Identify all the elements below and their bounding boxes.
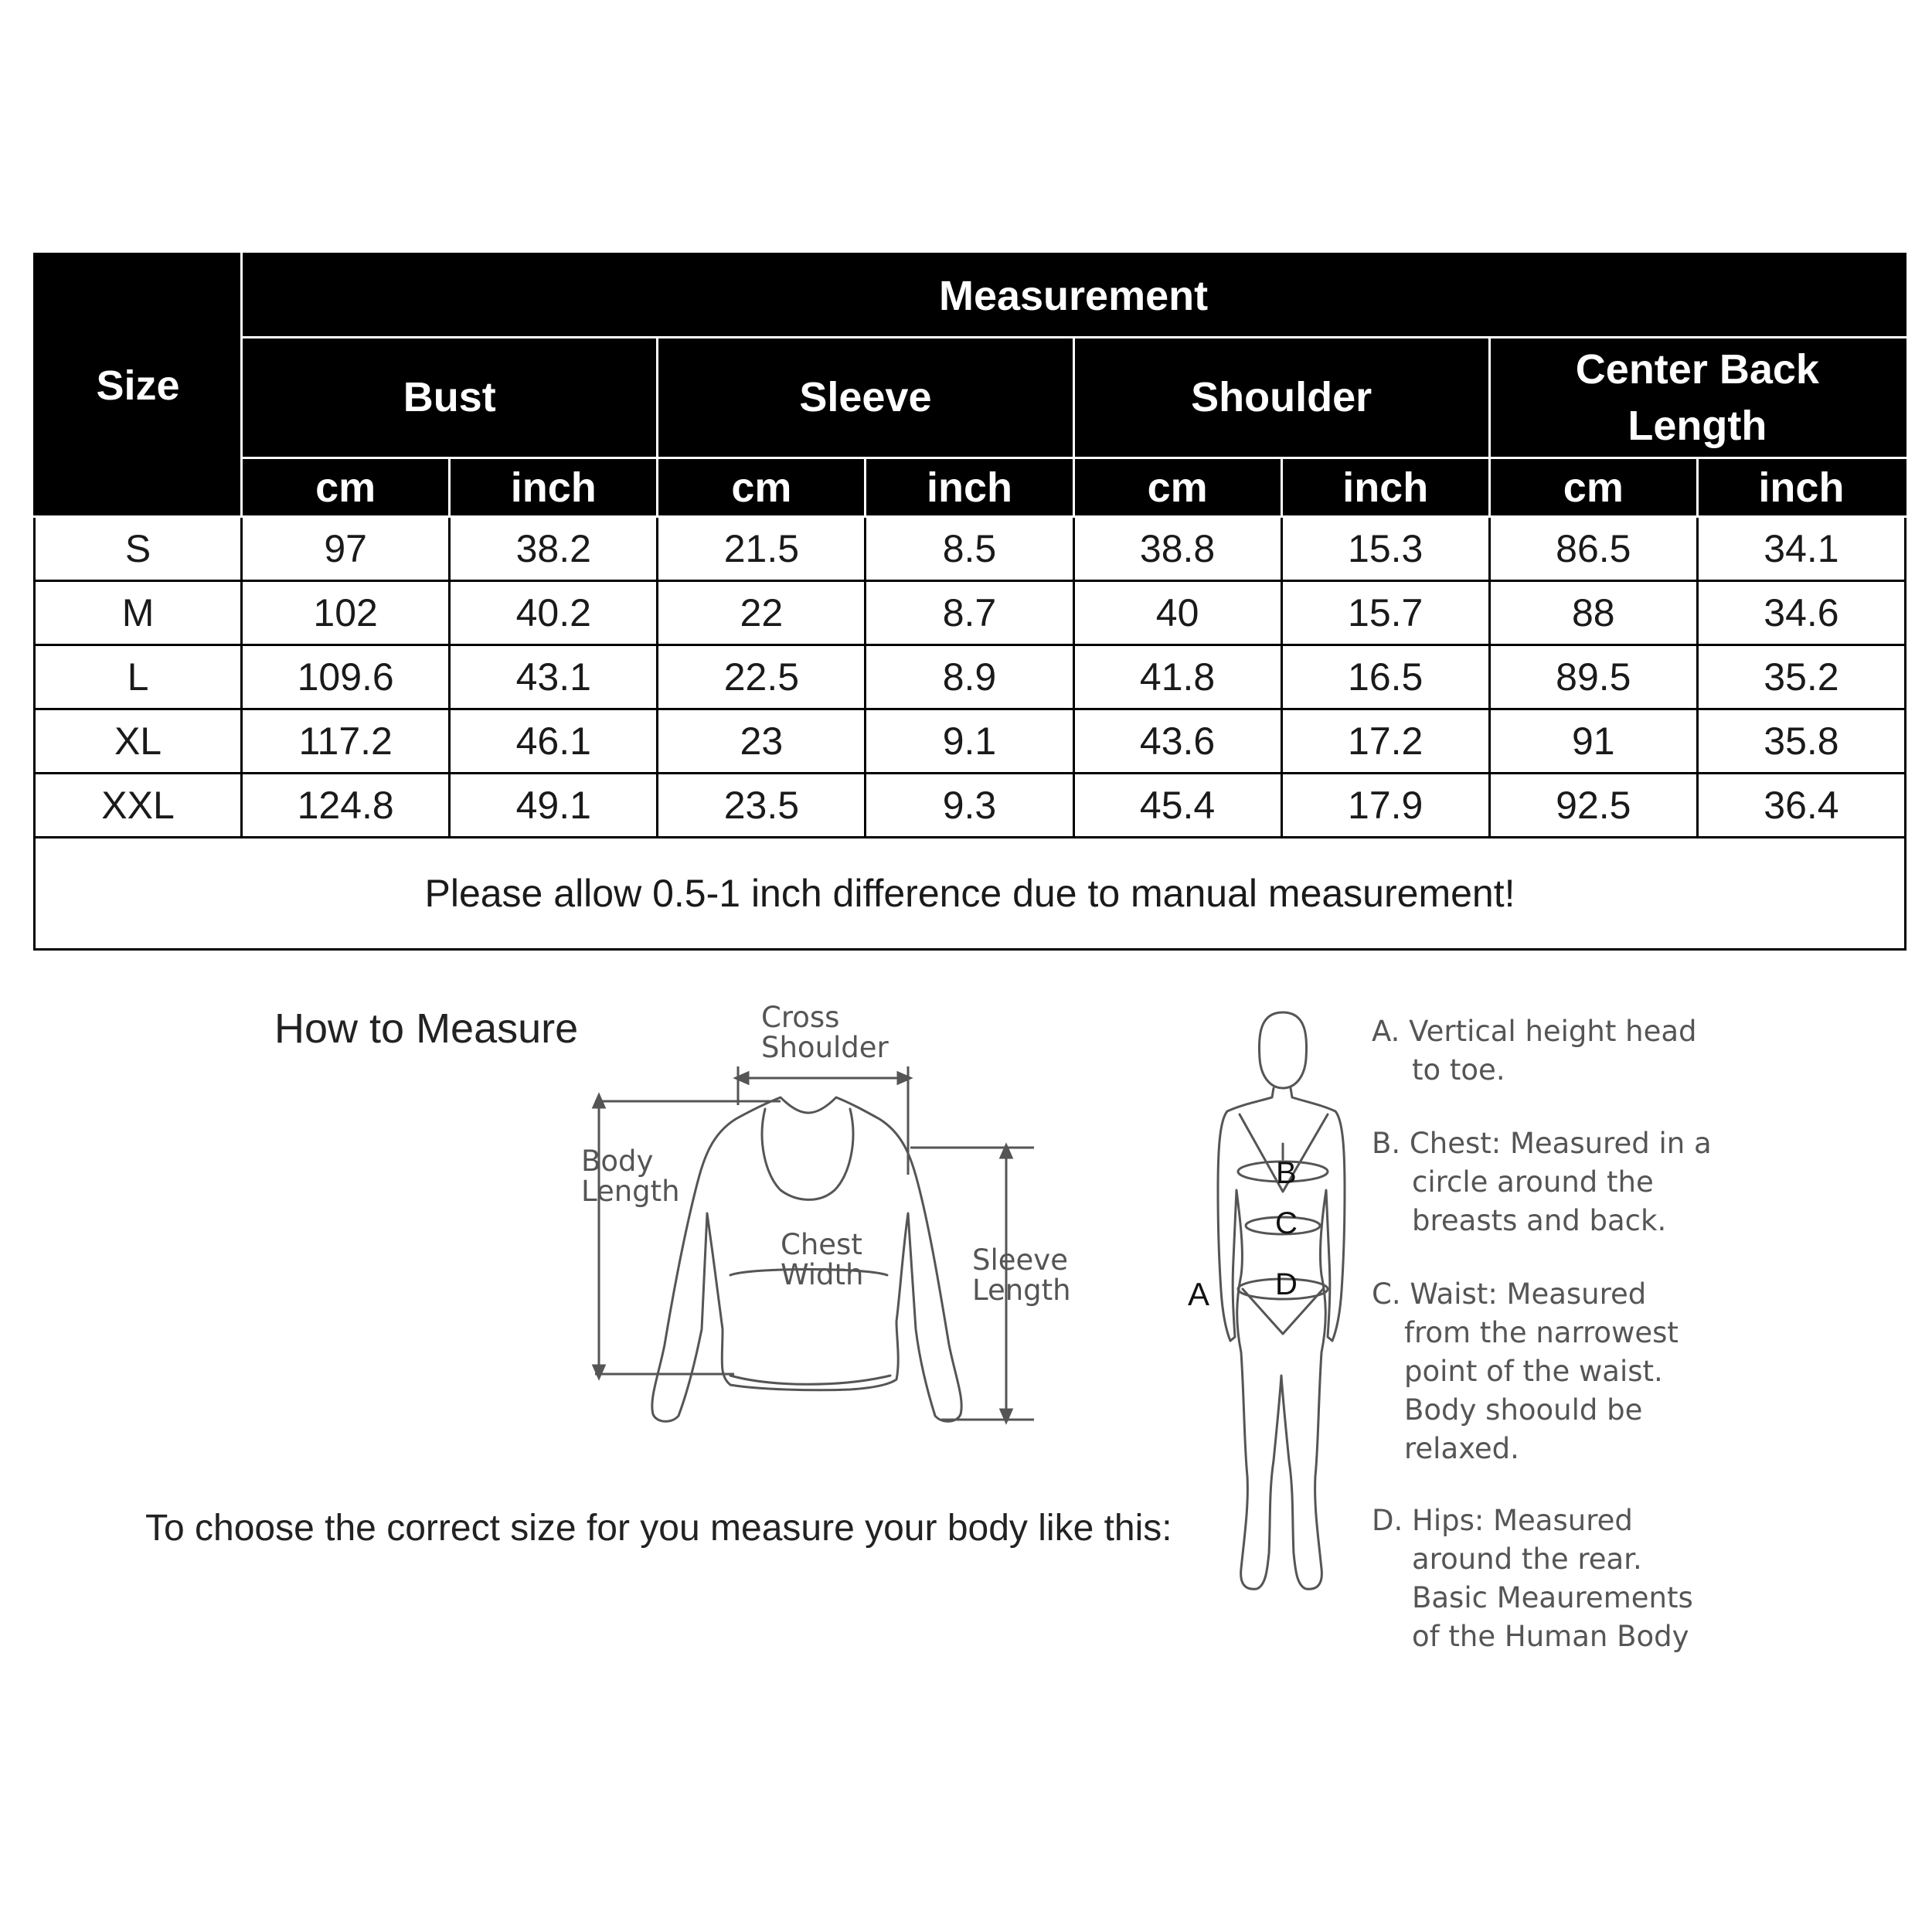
size-header: Size [35,254,242,517]
measurement-cell: 91 [1489,709,1697,774]
unit-header: cm [1489,458,1697,517]
measurement-cell: 46.1 [450,709,658,774]
measurement-cell: 35.2 [1697,645,1905,709]
measurement-cell: 17.9 [1281,774,1489,838]
measurement-note: Please allow 0.5-1 inch difference due to manual measurement! [35,838,1906,950]
sleeve-length-label: Sleeve Length [972,1243,1071,1307]
measurement-cell: 17.2 [1281,709,1489,774]
measurement-cell: 23.5 [658,774,866,838]
measurement-cell: 43.6 [1073,709,1281,774]
body-label-b: B [1276,1156,1297,1190]
size-chart-table [33,253,1906,951]
body-head [1259,1012,1306,1088]
measurement-cell: 88 [1489,581,1697,645]
size-cell: XL [35,709,242,774]
group-header-sleeve: Sleeve [658,338,1073,458]
size-cell: XXL [35,774,242,838]
size-row [35,709,1906,774]
unit-header: cm [1073,458,1281,517]
measurement-cell: 15.3 [1281,517,1489,581]
cross-shoulder-label: Cross Shoulder [761,1001,889,1064]
size-row [35,774,1906,838]
group-header-shoulder: Shoulder [1073,338,1489,458]
measurement-cell: 97 [242,517,450,581]
unit-header: inch [1281,458,1489,517]
measurement-cell: 124.8 [242,774,450,838]
size-row [35,645,1906,709]
legend-a: A. Vertical height head to toe. [1372,1015,1697,1087]
measurement-cell: 9.1 [866,709,1073,774]
measurement-cell: 109.6 [242,645,450,709]
measurement-cell: 8.7 [866,581,1073,645]
measurement-cell: 49.1 [450,774,658,838]
body-label-d: D [1275,1267,1298,1301]
measurement-cell: 102 [242,581,450,645]
measurement-cell: 45.4 [1073,774,1281,838]
measurement-cell: 21.5 [658,517,866,581]
group-header-bust: Bust [242,338,658,458]
measurement-cell: 40 [1073,581,1281,645]
measurement-cell: 117.2 [242,709,450,774]
measurement-cell: 86.5 [1489,517,1697,581]
measurement-cell: 38.2 [450,517,658,581]
measurement-cell: 15.7 [1281,581,1489,645]
measurement-cell: 34.1 [1697,517,1905,581]
body-length-label: Body Length [581,1145,680,1208]
unit-header: inch [866,458,1073,517]
measurement-cell: 16.5 [1281,645,1489,709]
size-cell: M [35,581,242,645]
body-label-c: C [1275,1206,1298,1240]
body-label-a: A [1188,1276,1210,1312]
measurement-cell: 22 [658,581,866,645]
measurement-cell: 22.5 [658,645,866,709]
legend-c: C. Waist: Measured from the narrowest point of the waist. Body shoould be relaxed. [1372,1277,1679,1465]
size-row [35,581,1906,645]
size-row [35,517,1906,581]
measurement-cell: 23 [658,709,866,774]
chest-width-label: Chest Width [781,1228,864,1291]
measurement-cell: 36.4 [1697,774,1905,838]
human-body-diagram [1167,997,1368,1631]
measurement-cell: 43.1 [450,645,658,709]
how-to-measure-title: How to Measure [274,1005,579,1052]
measurement-cell: 34.6 [1697,581,1905,645]
measurement-cell: 89.5 [1489,645,1697,709]
unit-header: inch [450,458,658,517]
measurement-cell: 8.5 [866,517,1073,581]
measurement-header: Measurement [242,254,1906,338]
measurement-cell: 41.8 [1073,645,1281,709]
legend-d: D. Hips: Measured around the rear. Basic Meaurements of the Human Body [1372,1504,1693,1653]
group-header-center-back-length: Center Back Length [1489,338,1905,458]
measurement-cell: 92.5 [1489,774,1697,838]
measurement-cell: 35.8 [1697,709,1905,774]
unit-header: cm [242,458,450,517]
choose-size-instruction: To choose the correct size for you measure your body like this: [145,1508,1172,1549]
unit-header: cm [658,458,866,517]
legend-b: B. Chest: Measured in a circle around the breasts and back. [1372,1127,1712,1237]
unit-header: inch [1697,458,1905,517]
measurement-cell: 40.2 [450,581,658,645]
measurement-cell: 9.3 [866,774,1073,838]
size-cell: S [35,517,242,581]
measurement-cell: 8.9 [866,645,1073,709]
measurement-cell: 38.8 [1073,517,1281,581]
size-cell: L [35,645,242,709]
size-rows [35,517,1906,838]
